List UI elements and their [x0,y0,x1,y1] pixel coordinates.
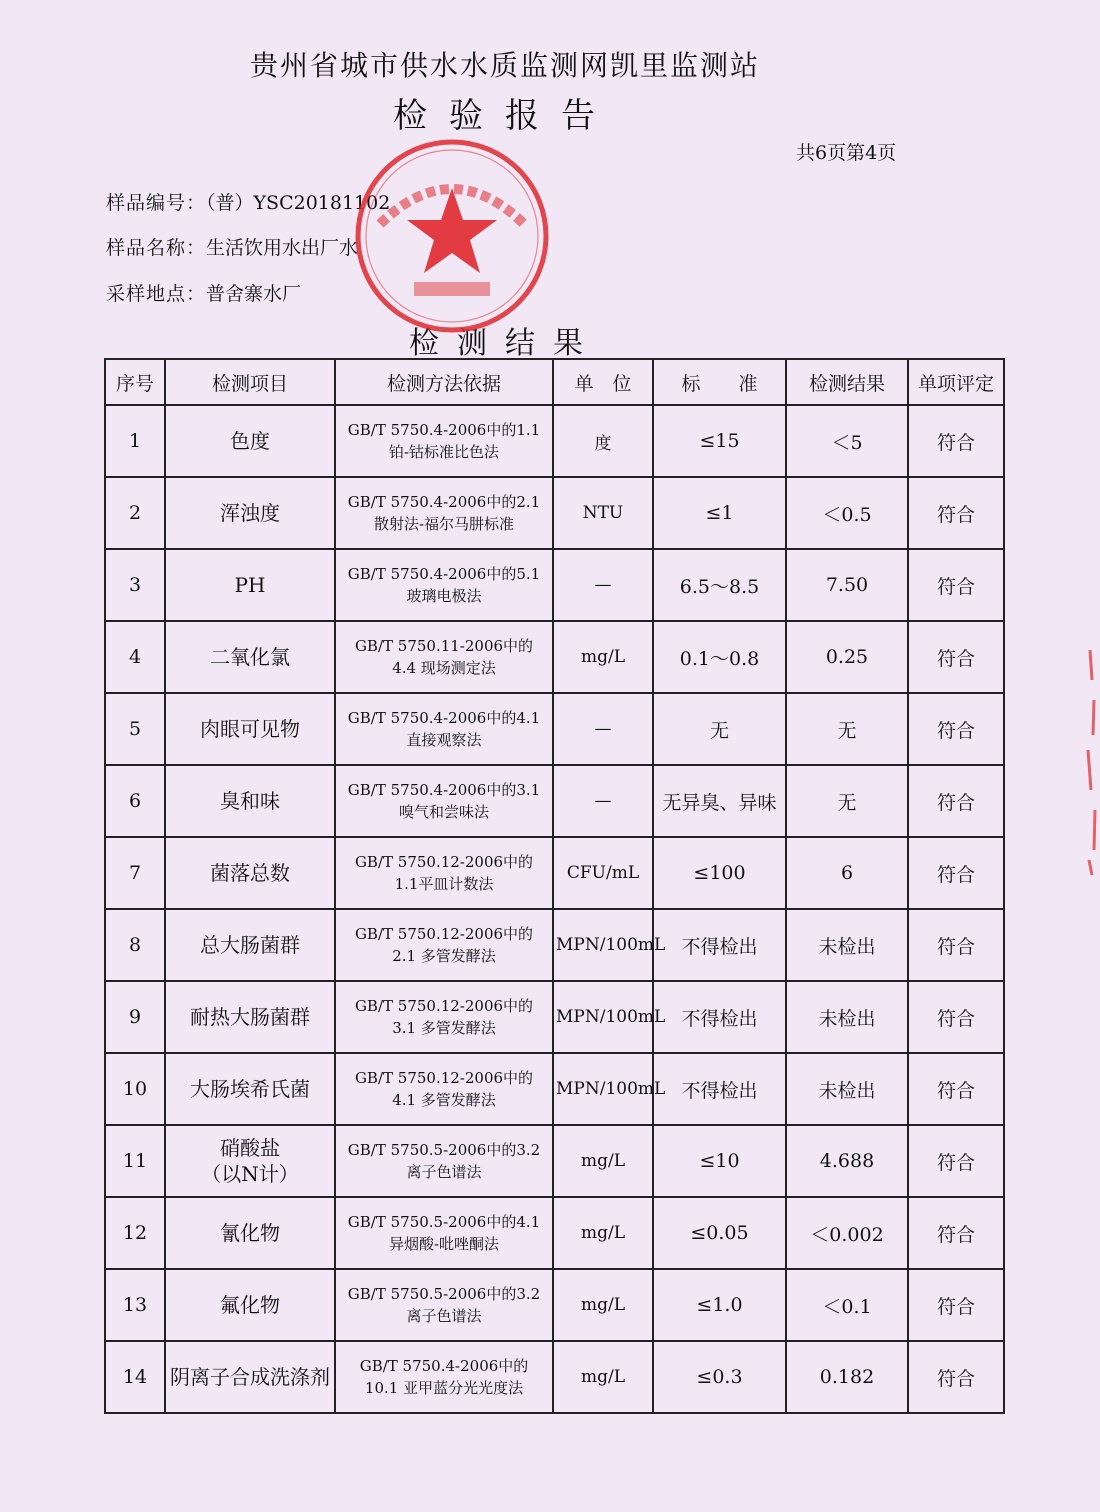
row-item [165,549,335,621]
table-row [105,621,1004,693]
method-line: 散射法-福尔马肼标准 [373,515,515,533]
row-eval: 符合 [908,765,1004,837]
method-line: GB/T 5750.12-2006中的 [354,997,534,1015]
row-no: 6 [105,765,165,837]
table-row [105,1269,1004,1341]
row-method [335,909,553,981]
row-eval: 符合 [908,477,1004,549]
row-standard: ≤100 [653,837,786,909]
header-method: 检测方法依据 [335,359,553,405]
row-no: 3 [105,549,165,621]
method-line: GB/T 5750.12-2006中的 [354,1069,534,1087]
table-row [105,1053,1004,1125]
method-line: 异烟酸-吡唑酮法 [388,1235,500,1253]
method-line: 嗅气和尝味法 [398,803,489,821]
row-result: 未检出 [786,1053,908,1125]
row-standard: 0.1～0.8 [653,621,786,693]
method-line: 离子色谱法 [406,1163,482,1181]
item-line: 氟化物 [220,1293,280,1317]
method-line: GB/T 5750.4-2006中的3.1 [347,781,541,799]
row-method [335,405,553,477]
row-result: 未检出 [786,981,908,1053]
row-result: 未检出 [786,909,908,981]
method-line: 直接观察法 [406,731,482,749]
sample-id-label: 样品编号： [106,192,207,214]
row-eval: 符合 [908,1341,1004,1413]
sample-id-line [106,188,390,215]
method-line: 离子色谱法 [406,1307,482,1325]
row-item [165,1053,335,1125]
row-unit: mg/L [553,1341,653,1413]
row-unit: mg/L [553,1269,653,1341]
method-line: GB/T 5750.5-2006中的3.2 [347,1285,541,1303]
table-row [105,477,1004,549]
method-line: 2.1 多管发酵法 [392,947,496,965]
row-unit: mg/L [553,621,653,693]
sample-name-label: 样品名称： [106,237,207,259]
row-eval: 符合 [908,1053,1004,1125]
row-no: 4 [105,621,165,693]
row-method [335,693,553,765]
row-method [335,477,553,549]
row-item [165,1341,335,1413]
method-line: 4.4 现场测定法 [392,659,496,677]
row-result: 无 [786,693,908,765]
row-item [165,981,335,1053]
row-method [335,1125,553,1197]
organization-title: 贵州省城市供水水质监测网凯里监测站 [249,49,760,82]
row-no: 9 [105,981,165,1053]
method-line: 4.1 多管发酵法 [392,1091,496,1109]
table-header-row [105,359,1004,405]
row-result: 0.182 [786,1341,908,1413]
row-standard: ≤0.3 [653,1341,786,1413]
row-no: 5 [105,693,165,765]
row-standard: ≤1.0 [653,1269,786,1341]
item-line: 阴离子合成洗涤剂 [170,1365,330,1389]
row-method [335,621,553,693]
row-eval: 符合 [908,981,1004,1053]
table-row [105,405,1004,477]
official-seal-icon [352,136,552,336]
table-row [105,549,1004,621]
row-standard: 无异臭、异味 [653,765,786,837]
row-eval: 符合 [908,621,1004,693]
row-unit: 度 [553,405,653,477]
row-unit: mg/L [553,1125,653,1197]
sample-id-value: （普）YSC20181102 [206,192,391,214]
row-no: 7 [105,837,165,909]
method-line: GB/T 5750.12-2006中的 [354,853,534,871]
row-standard: 不得检出 [653,1053,786,1125]
header-unit: 单 位 [553,359,653,405]
table-row [105,909,1004,981]
row-unit: CFU/mL [553,837,653,909]
row-eval: 符合 [908,1125,1004,1197]
item-line: 耐热大肠菌群 [190,1005,310,1029]
row-unit: NTU [553,477,653,549]
row-no: 10 [105,1053,165,1125]
row-method [335,981,553,1053]
header-result: 检测结果 [786,359,908,405]
row-result: ＜0.5 [786,477,908,549]
row-result: ＜0.002 [786,1197,908,1269]
page-count: 共6页第4页 [796,142,897,164]
row-eval: 符合 [908,549,1004,621]
method-line: GB/T 5750.5-2006中的3.2 [347,1141,541,1159]
row-method [335,1341,553,1413]
row-standard: 无 [653,693,786,765]
section-title: 检测结果 [409,326,601,361]
row-item [165,405,335,477]
sample-site-label: 采样地点： [106,283,207,305]
row-eval: 符合 [908,909,1004,981]
row-item [165,1197,335,1269]
row-eval: 符合 [908,1197,1004,1269]
row-item [165,477,335,549]
results-table-body [105,405,1004,1413]
row-no: 2 [105,477,165,549]
item-line: 氰化物 [220,1221,280,1245]
row-standard: 不得检出 [653,981,786,1053]
row-no: 11 [105,1125,165,1197]
table-row [105,765,1004,837]
item-line: 大肠埃希氏菌 [190,1077,310,1101]
table-row [105,981,1004,1053]
sample-name-line [106,233,358,260]
item-line: 二氧化氯 [210,645,290,669]
header-eval: 单项评定 [908,359,1004,405]
item-line: 肉眼可见物 [200,717,300,741]
row-method [335,1197,553,1269]
row-no: 8 [105,909,165,981]
method-line: 1.1平皿计数法 [394,875,494,893]
row-method [335,1269,553,1341]
method-line: 玻璃电极法 [406,587,482,605]
row-method [335,549,553,621]
row-no: 14 [105,1341,165,1413]
row-eval: 符合 [908,405,1004,477]
row-unit: — [553,549,653,621]
results-table [104,358,1005,1414]
method-line: 铂-钴标准比色法 [388,443,500,461]
method-line: GB/T 5750.4-2006中的 [359,1357,529,1375]
table-row [105,837,1004,909]
row-unit: — [553,693,653,765]
edge-mark-icon [1070,640,1100,880]
sample-site-line [106,279,301,306]
row-method [335,765,553,837]
method-line: 3.1 多管发酵法 [392,1019,496,1037]
sample-site-value: 普舍寨水厂 [206,283,302,305]
method-line: GB/T 5750.5-2006中的4.1 [347,1213,541,1231]
row-method [335,837,553,909]
row-unit: MPN/100mL [553,1053,653,1125]
method-line: GB/T 5750.4-2006中的1.1 [347,421,541,439]
row-result: 4.688 [786,1125,908,1197]
row-item [165,765,335,837]
header-standard: 标 准 [653,359,786,405]
method-line: 10.1 亚甲蓝分光光度法 [364,1379,524,1397]
item-line: 菌落总数 [210,861,290,885]
row-standard: ≤1 [653,477,786,549]
table-row [105,1197,1004,1269]
row-result: 0.25 [786,621,908,693]
row-standard: ≤15 [653,405,786,477]
row-item [165,621,335,693]
row-unit: MPN/100mL [553,909,653,981]
method-line: GB/T 5750.12-2006中的 [354,925,534,943]
item-line: 臭和味 [220,789,280,813]
method-line: GB/T 5750.4-2006中的4.1 [347,709,541,727]
header-no: 序号 [105,359,165,405]
row-unit: — [553,765,653,837]
item-line: 色度 [230,429,270,453]
row-unit: mg/L [553,1197,653,1269]
item-line: 浑浊度 [220,501,280,525]
row-standard: ≤10 [653,1125,786,1197]
row-standard: 不得检出 [653,909,786,981]
row-result: 6 [786,837,908,909]
row-item [165,1269,335,1341]
item-line: （以N计） [201,1162,299,1186]
table-row [105,693,1004,765]
row-item [165,1125,335,1197]
table-row [105,1125,1004,1197]
row-eval: 符合 [908,837,1004,909]
row-result: ＜0.1 [786,1269,908,1341]
table-row [105,1341,1004,1413]
row-item [165,837,335,909]
row-no: 13 [105,1269,165,1341]
row-no: 12 [105,1197,165,1269]
row-no: 1 [105,405,165,477]
row-item [165,909,335,981]
sample-name-value: 生活饮用水出厂水 [206,237,359,259]
row-eval: 符合 [908,693,1004,765]
row-standard: 6.5～8.5 [653,549,786,621]
item-line: PH [234,573,266,597]
item-line: 总大肠菌群 [200,933,300,957]
row-standard: ≤0.05 [653,1197,786,1269]
method-line: GB/T 5750.4-2006中的2.1 [347,493,541,511]
row-method [335,1053,553,1125]
method-line: GB/T 5750.11-2006中的 [354,637,534,655]
item-line: 硝酸盐 [220,1136,280,1160]
row-result: 7.50 [786,549,908,621]
row-eval: 符合 [908,1269,1004,1341]
method-line: GB/T 5750.4-2006中的5.1 [347,565,541,583]
report-title: 检验报告 [393,96,617,136]
header-item: 检测项目 [165,359,335,405]
row-result: 无 [786,765,908,837]
row-unit: MPN/100mL [553,981,653,1053]
row-result: ＜5 [786,405,908,477]
row-item [165,693,335,765]
